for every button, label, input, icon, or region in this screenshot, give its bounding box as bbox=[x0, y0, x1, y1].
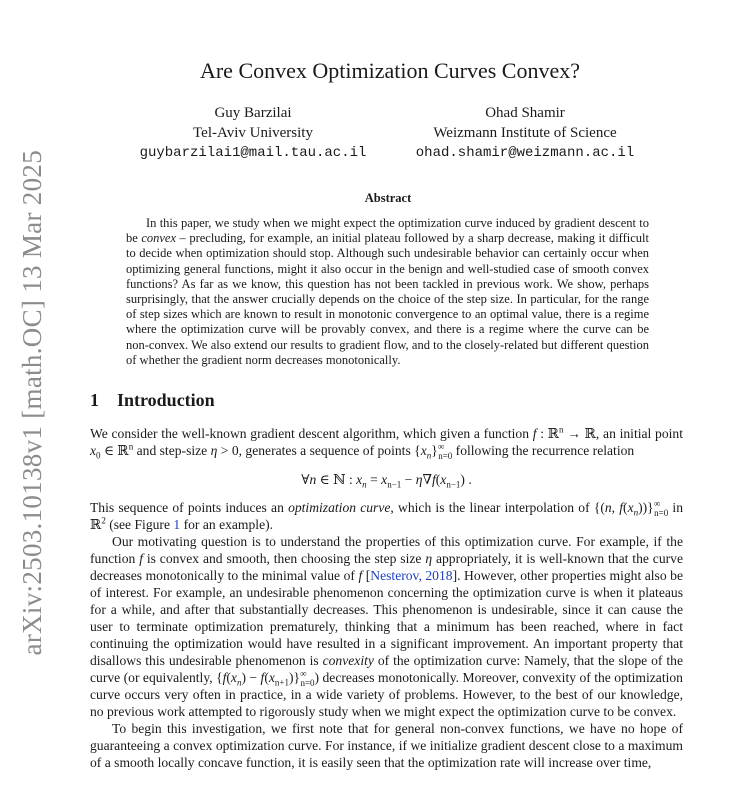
paragraph: Our motivating question is to understand the properties of this optimization curve. For example, if the function f is convex and smooth, then choosing the step size η appropriately, it is well-known that the curve decreases monotonically to the minimal value of f [Nesterov, 2018]. However, other properties might also be of interest. For example, an undesirable phenomenon concerning the optimization curve is when it plateaus for a while, and after that substantially decreases. This phenomenon is undesirable, since it can cause the user to terminate optimization prematurely, thinking that a minimum has been reached, where in fact continuing the optimization would have resulted in a significant improvement. An important property that disallows this undesirable phenomenon is convexity of the optimization curve: Namely, that the slope of the curve (or equivalently, $\{f(x_n) - f(x_{n+1})\}^\infty_{n=0}$) decreases monotonically. Moreover, convexity of the optimization curve occurs very often in practice, in a wide variety of problems. However, to the best of our knowledge, no previous work attempted to rigorously study when we might expect the optimization curve to be convex. bbox=[90, 534, 683, 719]
author-affiliation: Weizmann Institute of Science bbox=[433, 125, 617, 141]
figure-link[interactable]: 1 bbox=[173, 517, 181, 532]
author-block-1 bbox=[118, 103, 388, 163]
arxiv-id: arXiv:2503.10138v1 [math.OC] 13 Mar 2025 bbox=[16, 150, 47, 656]
paragraph: We consider the well-known gradient descent algorithm, which given a function f : ℝ$^n$ → ℝ, an initial point $x_0$ ∈ ℝ$^n$ and step-size η > 0, generates a sequence of points $\{x_n\}^\infty_{n=0}$ following the recurrence relation bbox=[90, 424, 683, 461]
citation-link[interactable]: Nesterov, 2018 bbox=[370, 568, 453, 583]
author-affiliation: Tel-Aviv University bbox=[193, 125, 313, 141]
introduction-body bbox=[90, 425, 683, 771]
author-name: Guy Barzilai bbox=[214, 105, 292, 121]
paper-title: Are Convex Optimization Curves Convex? bbox=[199, 58, 581, 83]
paragraph: This sequence of points induces an optimization curve, which is the linear interpolation of {(n, $f(x_n))\}^\infty_{n=0}$ in ℝ$^2$ (see Figure 1 for an example). bbox=[90, 498, 683, 532]
author-block-2 bbox=[400, 103, 650, 163]
section-heading-introduction bbox=[90, 390, 215, 411]
section-title: Introduction bbox=[117, 390, 215, 410]
author-email[interactable]: ohad.shamir@weizmann.ac.il bbox=[415, 145, 635, 161]
author-email[interactable]: guybarzilai1@mail.tau.ac.il bbox=[139, 145, 367, 161]
recurrence-equation: ∀n ∈ ℕ : $x_n = x_{n-1} - \eta\nabla f(x_{n-1})$ . bbox=[301, 472, 472, 490]
author-name: Ohad Shamir bbox=[485, 105, 565, 121]
abstract-heading: Abstract bbox=[364, 191, 412, 205]
section-number: 1 bbox=[90, 390, 99, 410]
arxiv-sidebar-stamp bbox=[8, 150, 56, 656]
abstract-body: In this paper, we study when we might expect the optimization curve induced by gradient descent to be convex – precluding, for example, an initial plateau followed by a sharp decrease, making it difficult to decide when optimization should stop. Although such undesirable behavior can certainly occur when optimizing general functions, might it also occur in the benign and well-studied case of smooth convex functions? As far as we know, this question has not been tackled in previous work. We show, perhaps surprisingly, that the answer crucially depends on the choice of the step size. In particular, for the range of step sizes which are known to result in monotonic convergence to an optimal value, there is a regime where the optimization curve will be provably convex, and there is a regime where the curve can be non-convex. We also extend our results to gradient flow, and to the closely-related but different question of whether the gradient norm decreases monotonically. bbox=[126, 216, 649, 367]
paragraph: To begin this investigation, we first note that for general non-convex functions, we have no hope of guaranteeing a convex optimization curve. For instance, if we initialize gradient descent close to a maximum of a smooth locally concave function, it is easily seen that the optimization rate will increase over time, bbox=[90, 721, 683, 770]
